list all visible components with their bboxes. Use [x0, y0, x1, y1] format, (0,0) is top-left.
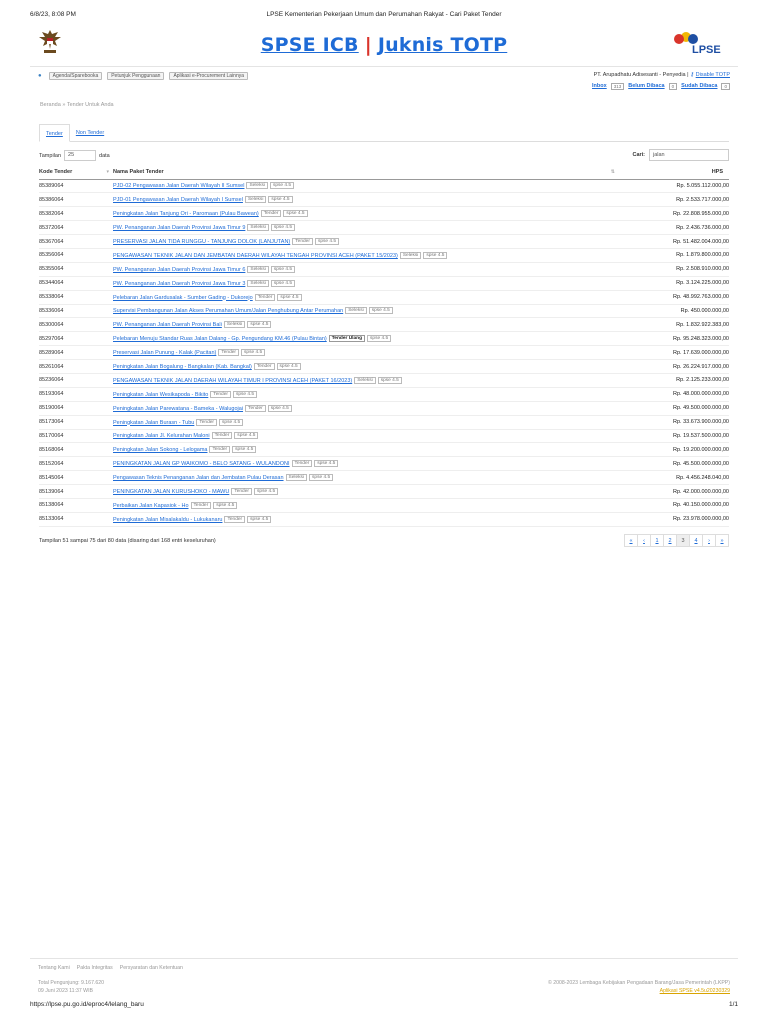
inbox-row	[592, 81, 730, 92]
search-control	[632, 149, 729, 161]
tender-name-link[interactable]: Peningkatan Jalan Sokong - Lelogama	[113, 447, 208, 454]
page-length-control	[39, 150, 110, 161]
tender-name-link[interactable]: Preservasi Jalan Punung - Kalak (Pacitan)	[113, 350, 217, 357]
table-body	[39, 179, 729, 526]
footer-link-integrity[interactable]: Pakta Integritas	[76, 965, 113, 971]
cell-nama	[113, 235, 619, 249]
table-row	[39, 290, 729, 304]
cell-kode: 85138064	[39, 498, 113, 512]
tab-non-tender[interactable]: Non Tender	[75, 130, 105, 136]
tender-name-link[interactable]: Peningkatan Jalan Parewatana - Bameka - Walugojai	[113, 405, 244, 412]
method-badge: Tender	[218, 349, 239, 356]
method-badge: Tender	[261, 210, 282, 217]
method-badge: Tender	[254, 363, 275, 370]
cell-nama	[113, 332, 619, 346]
app-version-link[interactable]: Aplikasi SPSE v4.5u20230329	[659, 988, 730, 994]
table-row	[39, 221, 729, 235]
cell-nama	[113, 318, 619, 332]
juknis-totp-link[interactable]: Juknis TOTP	[377, 34, 508, 56]
col-header-kode[interactable]: Kode Tender ▾	[39, 166, 113, 179]
cell-nama	[113, 498, 619, 512]
cell-hps: Rp. 3.124.225.000,00	[619, 276, 729, 290]
version-badge: spse 4.5	[367, 335, 391, 342]
print-footer	[30, 1001, 738, 1011]
tender-name-link[interactable]: Peningkatan Jalan Tanjung Ori - Paromaan (Pulau Bawean)	[113, 211, 259, 218]
nav-right	[592, 70, 730, 92]
cell-hps: Rp. 22.808.955.000,00	[619, 207, 729, 221]
footer-link-terms[interactable]: Persyaratan dan Ketentuan	[119, 965, 183, 971]
method-badge: Tender	[255, 294, 276, 301]
version-badge: spse 4.5	[309, 474, 333, 481]
cell-kode: 85236064	[39, 373, 113, 387]
pager-prev[interactable]: ‹	[637, 534, 651, 547]
version-badge: spse 4.5	[254, 488, 278, 495]
breadcrumb-separator: »	[62, 102, 66, 108]
tender-name-link[interactable]: PRESERVASI JALAN TIDA RUNGGU - TANJUNG DOLOK (LANJUTAN)	[113, 238, 291, 245]
pager-last[interactable]: »	[715, 534, 729, 547]
method-badge: Tender	[231, 488, 252, 495]
cell-kode: 85300064	[39, 318, 113, 332]
tender-name-link[interactable]: Pelebaran Jalan Gardusalak - Sumber Gading - Dukorejo	[113, 294, 253, 301]
version-badge: spse 4.5	[233, 391, 257, 398]
page	[30, 22, 738, 551]
tender-name-link[interactable]: PW. Penanganan Jalan Daerah Provinsi Jawa Timur 9	[113, 225, 246, 232]
cell-kode: 85133064	[39, 512, 113, 526]
cell-kode: 85382064	[39, 207, 113, 221]
tender-name-link[interactable]: Peningkatan Jalan Wesikapoda - Bikito	[113, 391, 209, 398]
version-badge: spse 4.5	[271, 280, 295, 287]
table-row	[39, 207, 729, 221]
cell-kode: 85152064	[39, 457, 113, 471]
cell-hps: Rp. 42.000.000.000,00	[619, 485, 729, 499]
tender-name-link[interactable]: Pengawasan Teknis Penanganan Jalan dan Jembatan Pulau Derasan	[113, 475, 284, 482]
tender-name-link[interactable]: PJD-02 Pengawasan Jalan Daerah Wilayah II Sumsel	[113, 183, 245, 190]
key-icon: ⚷	[690, 72, 695, 78]
cell-hps: Rp. 45.500.000.000,00	[619, 457, 729, 471]
method-badge: Tender	[209, 446, 230, 453]
title-separator: |	[364, 34, 372, 56]
page-length-select[interactable]: 25	[64, 150, 96, 161]
method-badge: Seleksi	[400, 252, 421, 259]
cell-hps: Rp. 2.508.910.000,00	[619, 262, 729, 276]
method-badge: Seleksi	[247, 224, 268, 231]
footer-timestamp: 09 Juni 2023 11:37 WIB	[38, 988, 93, 994]
table-row	[39, 248, 729, 262]
pager-first[interactable]: «	[624, 534, 638, 547]
cell-nama	[113, 221, 619, 235]
version-badge: spse 4.5	[234, 432, 258, 439]
footer-copyright	[548, 979, 730, 995]
tender-name-link[interactable]: PW. Penanganan Jalan Daerah Provinsi Bali	[113, 322, 222, 329]
breadcrumb	[30, 102, 738, 114]
cell-kode: 85389064	[39, 179, 113, 193]
cell-nama	[113, 485, 619, 499]
version-badge: spse 4.5	[232, 446, 256, 453]
table-header-row	[39, 166, 729, 179]
tender-table	[39, 166, 729, 527]
method-badge: Seleksi	[354, 377, 375, 384]
cell-hps: Rp. 2.533.717.000,00	[619, 193, 729, 207]
tender-name-link[interactable]: Peningkatan Jalan Bogalung - Bangkalan (Kab. Bangkal)	[113, 363, 252, 370]
version-badge: spse 4.5	[271, 224, 295, 231]
table-row	[39, 485, 729, 499]
col-header-hps[interactable]: HPS	[619, 166, 729, 179]
cell-hps: Rp. 19.200.000.000,00	[619, 443, 729, 457]
cell-kode: 85190064	[39, 401, 113, 415]
cell-kode: 85193064	[39, 387, 113, 401]
method-badge: Tender	[245, 405, 266, 412]
disable-totp-link[interactable]: Disable TOTP	[695, 72, 730, 78]
tender-name-link[interactable]: PENINGKATAN JALAN GP WAIKOMO - BELO SATANG - WULANDONI	[113, 461, 290, 468]
sort-desc-icon: ▾	[106, 169, 109, 175]
cell-hps: Rp. 23.978.000.000,00	[619, 512, 729, 526]
cell-hps: Rp. 40.150.000.000,00	[619, 498, 729, 512]
read-link[interactable]: Sudah Dibaca	[681, 83, 718, 89]
cell-hps: Rp. 1.879.800.000,00	[619, 248, 729, 262]
version-badge: spse 4.5	[268, 405, 292, 412]
breadcrumb-current: Tender Untuk Anda	[66, 102, 114, 108]
tender-name-link[interactable]: Peningkatan Jalan Misalakaldu - Lukukanaru	[113, 516, 223, 523]
method-badge: Seleksi	[245, 196, 266, 203]
method-badge: Seleksi	[246, 182, 267, 189]
inbox-link[interactable]: Inbox	[592, 83, 607, 89]
version-badge: spse 4.5	[219, 419, 243, 426]
tab-tender[interactable]: Tender	[39, 124, 70, 142]
footer-links	[38, 965, 183, 971]
method-badge: Tender	[292, 460, 313, 467]
table-row	[39, 457, 729, 471]
version-badge: spse 4.5	[213, 502, 237, 509]
cell-kode: 85173064	[39, 415, 113, 429]
cell-nama	[113, 276, 619, 290]
version-badge: spse 4.5	[241, 349, 265, 356]
cell-kode: 85261064	[39, 360, 113, 374]
footer-link-about[interactable]: Tentang Kami	[38, 965, 70, 971]
lpse-logo	[670, 29, 730, 57]
svg-text:LPSE: LPSE	[692, 44, 721, 56]
method-badge: Seleksi	[247, 280, 268, 287]
method-badge: Tender	[196, 419, 217, 426]
inbox-count-badge: 313	[611, 83, 625, 90]
table-row	[39, 193, 729, 207]
cell-nama	[113, 457, 619, 471]
agenda-button[interactable]: Agenda/Sparebooka	[49, 72, 103, 80]
cell-hps: Rp. 51.482.004.000,00	[619, 235, 729, 249]
table-footer	[39, 531, 729, 551]
page-length-suffix: data	[99, 152, 110, 159]
cell-nama	[113, 443, 619, 457]
table-info: Tampilan 51 sampai 75 dari 80 data (disaring dari 168 entri keseluruhan)	[39, 537, 216, 544]
tender-name-link[interactable]: PENGAWASAN TEKNIK JALAN DAERAH WILAYAH TIMUR I PROVINSI ACEH (PAKET 16/2023)	[113, 377, 353, 384]
cell-kode: 85372064	[39, 221, 113, 235]
top-banner	[30, 22, 738, 64]
tender-name-link[interactable]: PJD-01 Pengawasan Jalan Daerah Wilayah I Sumsel	[113, 197, 243, 204]
cell-nama	[113, 290, 619, 304]
table-row	[39, 318, 729, 332]
tender-name-link[interactable]: PENINGKATAN JALAN KURUSHOKO - MAWU	[113, 488, 230, 495]
version-badge: spse 4.5	[271, 266, 295, 273]
cell-nama	[113, 207, 619, 221]
table-row	[39, 429, 729, 443]
method-badge: Seleksi	[247, 266, 268, 273]
cell-nama	[113, 304, 619, 318]
cell-nama	[113, 262, 619, 276]
cell-nama	[113, 193, 619, 207]
cell-kode: 85386064	[39, 193, 113, 207]
cell-nama	[113, 471, 619, 485]
cell-kode: 85356064	[39, 248, 113, 262]
cell-hps: Rp. 450.000.000,00	[619, 304, 729, 318]
cell-kode: 85336064	[39, 304, 113, 318]
table-row	[39, 179, 729, 193]
print-document-title: LPSE Kementerian Pekerjaan Umum dan Perumahan Rakyat - Cari Paket Tender	[266, 11, 502, 18]
spse-icb-link[interactable]: SPSE ICB	[260, 34, 359, 56]
cell-nama	[113, 179, 619, 193]
other-eproc-apps-button[interactable]: Aplikasi e-Procurement Lainnya	[169, 72, 248, 80]
table-row	[39, 387, 729, 401]
cell-hps: Rp. 1.832.922.383,00	[619, 318, 729, 332]
cell-kode: 85168064	[39, 443, 113, 457]
sort-both-icon: ⇅	[610, 169, 615, 175]
table-row	[39, 401, 729, 415]
version-badge: spse 4.5	[277, 294, 301, 301]
cell-kode: 85344064	[39, 276, 113, 290]
pager-page-3[interactable]: 3	[676, 534, 690, 547]
cell-kode: 85338064	[39, 290, 113, 304]
pager-page-1[interactable]: 1	[650, 534, 664, 547]
method-badge: Tender	[212, 432, 233, 439]
visitor-count: Total Pengunjung: 9.167.620	[38, 980, 105, 986]
footer-meta	[38, 979, 104, 995]
method-badge: Tender Ulang	[329, 335, 365, 342]
table-row	[39, 262, 729, 276]
method-badge: Tender	[224, 516, 245, 523]
method-badge: Tender	[191, 502, 212, 509]
cell-hps: Rp. 2.125.233.000,00	[619, 373, 729, 387]
cell-hps: Rp. 48.000.000.000,00	[619, 387, 729, 401]
tender-name-link[interactable]: Peningkatan Jalan Jl. Kelurahan Maloni	[113, 433, 210, 440]
cell-nama	[113, 360, 619, 374]
col-header-nama[interactable]: Nama Paket Tender ⇅	[113, 166, 619, 179]
cell-hps: Rp. 19.537.500.000,00	[619, 429, 729, 443]
tender-name-link[interactable]: PENGAWASAN TEKNIK JALAN DAN JEMBATAN DAERAH WILAYAH TENGAH PROVINSI ACEH (PAKET 15/2023)	[113, 252, 398, 259]
cell-kode: 85145064	[39, 471, 113, 485]
cell-kode: 85170064	[39, 429, 113, 443]
tender-name-link[interactable]: PW. Penanganan Jalan Daerah Provinsi Jawa Timur 6	[113, 266, 246, 273]
cell-kode: 85289064	[39, 346, 113, 360]
cell-nama	[113, 387, 619, 401]
table-row	[39, 512, 729, 526]
pager-next[interactable]: ›	[702, 534, 716, 547]
print-page-number: 1/1	[728, 1001, 738, 1008]
user-guide-button[interactable]: Petunjuk Penggunaan	[107, 72, 164, 80]
print-header	[30, 11, 738, 21]
version-badge: spse 4.5	[314, 460, 338, 467]
site-title	[30, 34, 738, 56]
cell-hps: Rp. 5.055.112.000,00	[619, 179, 729, 193]
cell-hps: Rp. 33.673.900.000,00	[619, 415, 729, 429]
page-length-prefix: Tampilan	[39, 152, 62, 159]
cell-nama	[113, 415, 619, 429]
method-badge: Seleksi	[345, 307, 366, 314]
table-row	[39, 360, 729, 374]
cell-hps: Rp. 49.500.000.000,00	[619, 401, 729, 415]
version-badge: spse 4.5	[268, 196, 292, 203]
table-row	[39, 443, 729, 457]
tender-name-link[interactable]: PW. Penanganan Jalan Daerah Provinsi Jawa Timur 3	[113, 280, 246, 287]
tabs	[39, 124, 729, 142]
version-badge: spse 4.5	[315, 238, 339, 245]
version-badge: spse 4.5	[270, 182, 294, 189]
version-badge: spse 4.5	[378, 377, 402, 384]
method-badge: Seleksi	[224, 321, 245, 328]
cell-hps: Rp. 17.639.000.000,00	[619, 346, 729, 360]
cell-nama	[113, 248, 619, 262]
table-controls	[39, 146, 729, 164]
table-row	[39, 304, 729, 318]
method-badge: Seleksi	[286, 474, 307, 481]
search-input[interactable]: jalan	[649, 149, 729, 161]
copyright-text: © 2008-2023 Lembaga Kebijakan Pengadaan Barang/Jasa Pemerintah (LKPP)	[547, 980, 730, 986]
cell-kode: 85355064	[39, 262, 113, 276]
cell-hps: Rp. 4.456.248.040,00	[619, 471, 729, 485]
print-date: 6/8/23, 8:08 PM	[30, 11, 76, 18]
tender-name-link[interactable]: Perbaikan Jalan Kapasiok - Ho	[113, 502, 189, 509]
version-badge: spse 4.5	[283, 210, 307, 217]
cell-hps: Rp. 2.436.736.000,00	[619, 221, 729, 235]
navbar	[30, 66, 738, 96]
cell-nama	[113, 401, 619, 415]
table-row	[39, 276, 729, 290]
site-footer	[30, 958, 738, 998]
user-name: PT. Arupadhatu Adisesanti - Penyedia |	[593, 72, 689, 78]
cell-hps: Rp. 95.248.323.000,00	[619, 332, 729, 346]
cell-kode: 85367064	[39, 235, 113, 249]
nav-left	[38, 72, 248, 80]
version-badge: spse 4.5	[247, 321, 271, 328]
pager-page-4[interactable]: 4	[689, 534, 703, 547]
cell-hps: Rp. 26.224.917.000,00	[619, 360, 729, 374]
tender-name-link[interactable]: Peningkatan Jalan Burasn - Tubu	[113, 419, 195, 426]
cell-hps: Rp. 48.992.763.000,00	[619, 290, 729, 304]
tender-name-link[interactable]: Supervisi Pembangunan Jalan Akses Perumahan Umum/Jalan Penghubung Antar Perumahan	[113, 308, 344, 315]
table-row	[39, 498, 729, 512]
table-row	[39, 415, 729, 429]
table-row	[39, 373, 729, 387]
home-icon[interactable]: ●	[38, 73, 42, 79]
unread-link[interactable]: Belum Dibaca	[628, 83, 665, 89]
cell-nama	[113, 346, 619, 360]
cell-nama	[113, 512, 619, 526]
breadcrumb-home[interactable]: Beranda	[40, 102, 61, 108]
cell-kode: 85139064	[39, 485, 113, 499]
table-row	[39, 346, 729, 360]
user-info	[592, 70, 730, 81]
method-badge: Tender	[292, 238, 313, 245]
cell-nama	[113, 373, 619, 387]
cell-kode: 85297064	[39, 332, 113, 346]
table-row	[39, 235, 729, 249]
method-badge: Tender	[210, 391, 231, 398]
print-url: https://lpse.pu.go.id/eproc4/lelang_baru	[30, 1001, 144, 1008]
pagination	[625, 534, 729, 547]
read-count-badge: 0	[721, 83, 730, 90]
version-badge: spse 4.5	[369, 307, 393, 314]
unread-count-badge: 0	[669, 83, 678, 90]
content-area	[30, 124, 738, 551]
pager-page-2[interactable]: 2	[663, 534, 677, 547]
version-badge: spse 4.5	[423, 252, 447, 259]
version-badge: spse 4.5	[277, 363, 301, 370]
table-row	[39, 332, 729, 346]
version-badge: spse 4.5	[247, 516, 271, 523]
cell-nama	[113, 429, 619, 443]
search-label: Cari:	[632, 152, 645, 158]
tender-name-link[interactable]: Pelebaran Menuju Standar Ruas Jalan Dalang - Gp. Pengundang KM.46 (Pulau Bintan)	[113, 336, 327, 343]
table-row	[39, 471, 729, 485]
